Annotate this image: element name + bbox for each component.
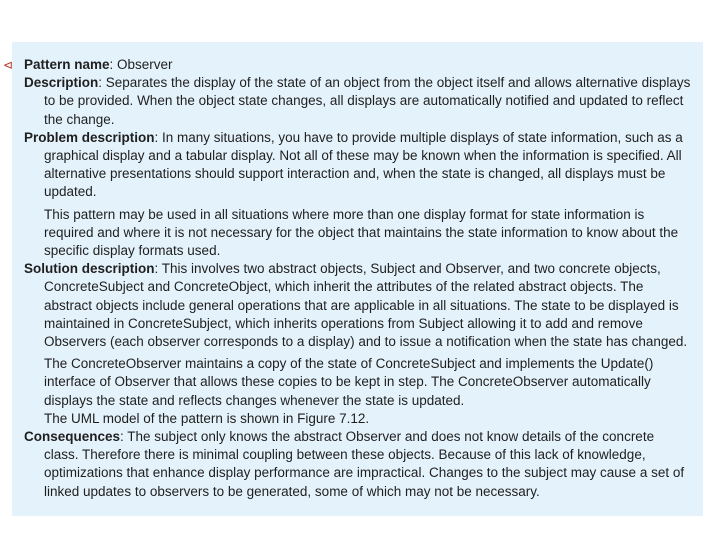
bullet-arrow-icon: ⊲ — [3, 58, 14, 72]
description-text: : Separates the display of the state of an object from the object itself and allows alternative displays to be provided. When the object state changes, all displays are automatically notified and updated to reflect the change. — [44, 75, 691, 127]
pattern-description — [24, 56, 692, 501]
problem-description-label: Problem description — [24, 129, 155, 145]
solution-description-text: : This involves two abstract objects, Subject and Observer, and two concrete objects, ConcreteSubject and ConcreteObject, which inherit the attributes of the related abstract objects. The abstract objects include general operations that are applicable in all situations. The state to be displayed is maintained in ConcreteSubject, which inherits operations from Subject allowing it to add and remove Observers (each observer corresponds to a display) and to issue a notification when the state has changed. — [44, 261, 688, 350]
problem-description-paragraph-2: This pattern may be used in all situations where more than one display format for state information is required and where it is not necessary for the object that maintains the state information to know about the specific display formats used. — [44, 206, 679, 259]
solution-description-paragraph-2: The ConcreteObserver maintains a copy of the state of ConcreteSubject and implements the Update() interface of Observer that allows these copies to be kept in step. The ConcreteObserver automatically displays the state and reflects changes whenever the state is updated. — [44, 356, 654, 408]
consequences-text: : The subject only knows the abstract Observer and does not know details of the concrete class. Therefore there is minimal coupling between these objects. Because of this lack of knowledge, optimizations that enhance display performance are impractical. Changes to the subject may cause a set of linked updates to observers to be generated, some of which may not be necessary. — [44, 429, 685, 499]
pattern-name-value: : Observer — [109, 57, 173, 72]
consequences-entry — [24, 428, 692, 501]
description-entry — [24, 74, 692, 129]
problem-description-entry — [24, 129, 692, 202]
solution-description-paragraph-3: The UML model of the pattern is shown in Figure 7.12. — [44, 410, 370, 426]
solution-description-label: Solution description — [24, 261, 155, 277]
pattern-name-entry — [24, 56, 692, 74]
problem-description-text: : In many situations, you have to provide multiple displays of state information, such as a graphical display and a tabular display. Not all of these may be known when the information is specified. All alternative presentations should support interaction and, when the state is changed, all displays must be updated. — [44, 129, 683, 200]
pattern-name-label: Pattern name — [24, 57, 110, 72]
solution-description-entry — [24, 260, 692, 351]
description-label: Description — [24, 75, 99, 91]
consequences-label: Consequences — [24, 429, 121, 445]
